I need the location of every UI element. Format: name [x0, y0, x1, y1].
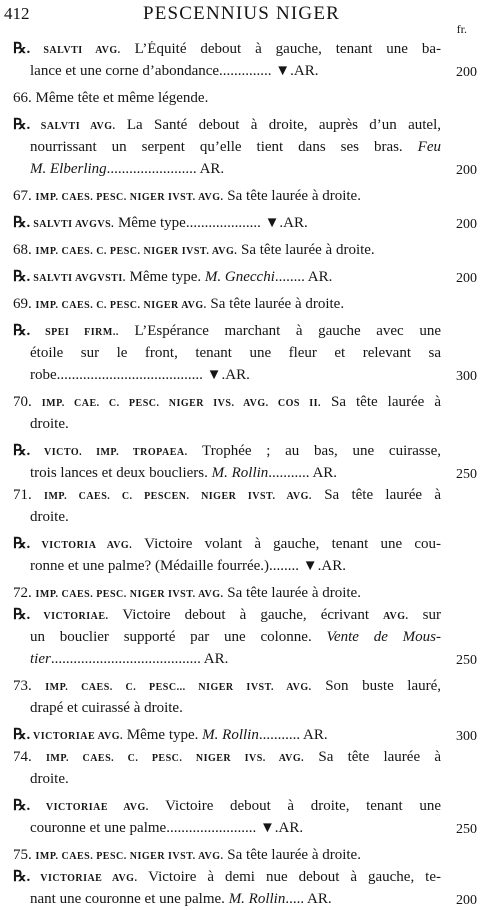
catalogue-line [0, 746, 483, 768]
price-value: 200 [456, 893, 477, 908]
line-text [13, 296, 441, 314]
line-text [30, 367, 441, 384]
text-segment: robe....................................... ▼.AR. [30, 367, 250, 383]
text-segment: ..... AR. [285, 891, 332, 907]
line-text [13, 323, 441, 341]
text-segment: 70. [13, 394, 42, 410]
reverse-mark: ℞. [13, 798, 31, 814]
line-text [13, 869, 441, 887]
text-segment: trois lances et deux boucliers. [30, 465, 212, 481]
line-text [13, 749, 441, 767]
text-segment: nourrissant un serpent qu’elle tient dans ses bras. [30, 139, 418, 155]
text-segment: 68. [13, 242, 36, 258]
legend-text: IMP. CAES. C. PESC... NIGER IVST. AVG. [45, 682, 312, 693]
text-segment: 72. [13, 585, 36, 601]
legend-text: IMP. CAES. PESC. NIGER IVST. AVG. [35, 192, 224, 203]
legend-text: VICTORIA AVG. [30, 540, 133, 551]
catalogue-line [0, 675, 483, 697]
entry-list [0, 38, 483, 910]
line-text [13, 678, 441, 696]
line-text [30, 416, 441, 433]
catalogue-line [0, 87, 483, 109]
collection-name: M. Rollin [228, 891, 286, 907]
catalogue-line [0, 582, 483, 604]
text-segment: ........ AR. [274, 269, 333, 285]
catalogue-line [0, 795, 483, 817]
catalogue-line [0, 768, 483, 790]
text-segment: ........... AR. [268, 465, 338, 481]
reverse-mark: ℞. [13, 869, 31, 885]
catalogue-line [0, 844, 483, 866]
catalogue-line [0, 413, 483, 435]
catalogue-line [0, 440, 483, 462]
catalogue-line [0, 114, 483, 136]
text-segment: Sa tête laurée à [320, 394, 441, 410]
price-value: 250 [456, 653, 477, 668]
line-text [13, 269, 441, 287]
line-text [30, 558, 441, 575]
price-column-label: fr. [456, 22, 467, 36]
reverse-mark: ℞. [13, 536, 31, 552]
legend-text: IMP. CAE. C. PESC. NIGER IVS. AVG. COS II. [41, 398, 321, 409]
legend-text: VICTORIAE AVG. [30, 873, 138, 884]
text-segment: un bouclier supporté par une colonne. [30, 629, 327, 645]
legend-text: VICTORIAE. [30, 611, 109, 622]
line-text [30, 161, 441, 178]
line-text [13, 536, 441, 554]
collection-name: tier [30, 651, 51, 667]
line-text [30, 629, 441, 646]
line-text [13, 41, 441, 59]
legend-text: VICTO. IMP. TROPAEA. [30, 447, 188, 458]
price-value: 200 [456, 65, 477, 80]
collection-name: M. Rollin [202, 727, 259, 743]
reverse-mark: ℞. [13, 215, 31, 231]
catalogue-line [0, 866, 483, 888]
line-text [13, 487, 441, 505]
line-text [13, 727, 441, 745]
text-segment: droite. [30, 771, 69, 787]
catalogue-line [0, 724, 483, 746]
line-text [13, 90, 441, 107]
catalogue-line [0, 817, 483, 839]
legend-text: VICTORIAE AVG. [30, 802, 149, 813]
legend-text: AVG. [383, 611, 409, 622]
legend-text: IMP. CAES. PESC. NIGER IVST. AVG. [35, 589, 224, 600]
legend-text: IMP. CAES. C. PESC. NIGER AVG. [35, 300, 207, 311]
text-segment: Sa tête laurée à [311, 487, 441, 503]
text-segment: Trophée ; au bas, une cuirasse, [187, 443, 441, 459]
line-text [13, 188, 441, 206]
price-value: 250 [456, 822, 477, 837]
reverse-mark: ℞. [13, 323, 31, 339]
text-segment: Même type. [123, 727, 203, 743]
reverse-mark: ℞. [13, 117, 31, 133]
line-text [13, 443, 441, 461]
line-text [30, 891, 441, 908]
legend-text: VICTORIAE AVG. [30, 731, 124, 742]
catalogue-line [0, 342, 483, 364]
catalogue-line [0, 60, 483, 82]
catalogue-line [0, 604, 483, 626]
price-value: 200 [456, 217, 477, 232]
catalogue-line [0, 555, 483, 577]
catalogue-line [0, 484, 483, 506]
text-segment: ronne et une palme? (Médaille fourrée.)........ ▼.AR. [30, 558, 346, 574]
price-value: 300 [456, 729, 477, 744]
text-segment: Victoire à demi nue debout à gauche, te- [137, 869, 441, 885]
catalogue-line [0, 320, 483, 342]
text-segment: L’Équité debout à gauche, tenant une ba- [120, 41, 441, 57]
text-segment: 73. [13, 678, 46, 694]
reverse-mark: ℞. [13, 607, 31, 623]
line-text [13, 242, 441, 260]
catalogue-line [0, 158, 483, 180]
line-text [30, 465, 441, 482]
text-segment: 66. Même tête et même légende. [13, 90, 209, 106]
collection-name: M. Elberling [30, 161, 107, 177]
catalogue-line [0, 888, 483, 910]
catalogue-line [0, 506, 483, 528]
catalogue-line [0, 136, 483, 158]
page-number: 412 [4, 4, 30, 23]
text-segment: nant une couronne et une palme. [30, 891, 229, 907]
text-segment: Victoire volant à gauche, tenant une cou- [132, 536, 441, 552]
legend-text: IMP. CAES. C. PESCEN. NIGER IVST. AVG. [44, 491, 312, 502]
catalogue-line [0, 533, 483, 555]
line-text [30, 771, 441, 788]
line-text [13, 607, 441, 625]
text-segment: étoile sur le front, tenant une fleur et relevant sa [30, 345, 441, 361]
line-text [13, 798, 441, 816]
line-text [30, 63, 441, 80]
text-segment: 69. [13, 296, 36, 312]
catalogue-line [0, 648, 483, 670]
legend-text: IMP. CAES. C. PESC. NIGER IVST. AVG. [35, 246, 238, 257]
text-segment: ........................................ AR. [50, 651, 229, 667]
text-segment: droite. [30, 416, 69, 432]
text-segment: Même type.................... ▼.AR. [114, 215, 308, 231]
collection-name: Feu [417, 139, 441, 155]
line-text [13, 117, 441, 135]
catalogue-line [0, 212, 483, 234]
text-segment: 67. [13, 188, 36, 204]
reverse-mark: ℞. [13, 269, 31, 285]
text-segment: Sa tête laurée à droite. [237, 242, 375, 258]
catalogue-line [0, 391, 483, 413]
line-text [13, 585, 441, 603]
line-text [30, 820, 441, 837]
page-header [0, 0, 483, 38]
text-segment: 75. [13, 847, 36, 863]
text-segment: 71. [13, 487, 45, 503]
price-value: 250 [456, 467, 477, 482]
legend-text: SPEI FIRM.. [30, 327, 119, 338]
text-segment: Même type. [125, 269, 205, 285]
catalogue-line [0, 364, 483, 386]
line-text [13, 215, 441, 233]
text-segment: Son buste lauré, [311, 678, 441, 694]
line-text [13, 394, 441, 412]
legend-text: IMP. CAES. PESC. NIGER IVST. AVG. [35, 851, 224, 862]
running-title: PESCENNIUS NIGER [142, 3, 341, 24]
text-segment: ........................ AR. [106, 161, 225, 177]
text-segment: Sa tête laurée à droite. [206, 296, 345, 312]
price-value: 200 [456, 271, 477, 286]
text-segment: Sa tête laurée à droite. [223, 585, 361, 601]
catalogue-line [0, 626, 483, 648]
text-segment: droite. [30, 509, 69, 525]
catalogue-line [0, 239, 483, 261]
legend-text: SALVTI AVG. [30, 121, 116, 132]
line-text [30, 139, 441, 156]
catalogue-line [0, 185, 483, 207]
catalogue-line [0, 293, 483, 315]
catalogue-line [0, 38, 483, 60]
collection-name: M. Rollin [211, 465, 269, 481]
text-segment: Sa tête laurée à droite. [223, 188, 361, 204]
text-segment: Sa tête laurée à [304, 749, 441, 765]
reverse-mark: ℞. [13, 727, 31, 743]
price-value: 300 [456, 369, 477, 384]
price-value: 200 [456, 163, 477, 178]
text-segment: 74. [13, 749, 46, 765]
text-segment: couronne et une palme........................ ▼.AR. [30, 820, 304, 836]
line-text [30, 345, 441, 362]
line-text [30, 700, 441, 717]
reverse-mark: ℞. [13, 41, 31, 57]
collection-name: Vente de Mous- [326, 629, 441, 645]
legend-text: SALVTI AVGVSTI. [30, 273, 126, 284]
reverse-mark: ℞. [13, 443, 31, 459]
catalogue-line [0, 697, 483, 719]
text-segment: ........... AR. [258, 727, 328, 743]
legend-text: IMP. CAES. C. PESC. NIGER IVS. AVG. [45, 753, 305, 764]
line-text [13, 847, 441, 865]
text-segment: lance et une corne d’abondance.............. ▼.AR. [30, 63, 319, 79]
text-segment: Victoire debout à gauche, écrivant [108, 607, 384, 623]
text-segment: sur [408, 607, 441, 623]
text-segment: La Santé debout à droite, auprès d’un autel, [115, 117, 441, 133]
collection-name: M. Gnecchi [204, 269, 275, 285]
legend-text: SALVTI AVG. [30, 45, 121, 56]
text-segment: Victoire debout à droite, tenant une [148, 798, 441, 814]
line-text [30, 509, 441, 526]
line-text [30, 651, 441, 668]
catalogue-line [0, 462, 483, 484]
text-segment: Sa tête laurée à droite. [223, 847, 361, 863]
catalogue-line [0, 266, 483, 288]
text-segment: L’Espérance marchant à gauche avec une [118, 323, 441, 339]
text-segment: drapé et cuirassé à droite. [30, 700, 183, 716]
legend-text: SALVTI AVGVS. [30, 219, 115, 230]
